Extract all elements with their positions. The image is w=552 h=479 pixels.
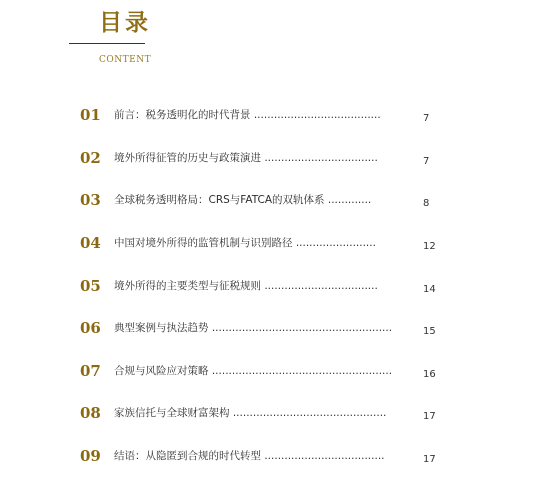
toc-entry-03[interactable] [80,190,450,214]
toc-title: 目录 [99,9,151,36]
toc-entry-title: 合规与风险应对策略 ...................................................... [114,365,393,377]
toc-entry-number: 04 [80,234,101,252]
toc-entry-title: 境外所得的主要类型与征税规则 .................................. [114,280,378,292]
toc-entry-04[interactable] [80,233,450,257]
toc-entry-title: 境外所得征管的历史与政策演进 .................................. [114,152,378,164]
toc-entry-number: 09 [80,447,101,465]
toc-entry-06[interactable] [80,318,450,342]
toc-entry-title: 家族信托与全球财富架构 .............................................. [114,407,387,419]
toc-entry-number: 07 [80,362,101,380]
toc-entry-number: 01 [80,106,101,124]
toc-entry-page: 12 [423,241,436,252]
toc-entry-page: 7 [423,156,430,167]
toc-subtitle: CONTENT [99,55,152,65]
toc-entry-01[interactable] [80,105,450,129]
toc-entry-02[interactable] [80,148,450,172]
toc-entry-number: 03 [80,191,101,209]
toc-entry-page: 17 [423,411,436,422]
toc-entry-title: 前言：税务透明化的时代背景 ...................................... [114,109,381,121]
toc-entry-number: 05 [80,277,101,295]
toc-entry-08[interactable] [80,403,450,427]
toc-entry-number: 02 [80,149,101,167]
toc-entry-page: 16 [423,369,436,380]
toc-entry-09[interactable] [80,446,450,470]
toc-entry-title: 中国对境外所得的监管机制与识别路径 ........................ [114,237,376,249]
toc-entry-05[interactable] [80,276,450,300]
toc-entry-page: 7 [423,113,430,124]
toc-entry-page: 14 [423,284,436,295]
toc-entry-page: 17 [423,454,436,465]
toc-entry-number: 06 [80,319,101,337]
toc-entry-title: 典型案例与执法趋势 ...................................................... [114,322,393,334]
toc-entry-title: 结语：从隐匿到合规的时代转型 .................................... [114,450,385,462]
toc-entry-page: 8 [423,198,430,209]
toc-entry-title: 全球税务透明格局：CRS与FATCA的双轨体系 ............. [114,194,372,206]
toc-entry-page: 15 [423,326,436,337]
toc-entry-number: 08 [80,404,101,422]
toc-entry-07[interactable] [80,361,450,385]
